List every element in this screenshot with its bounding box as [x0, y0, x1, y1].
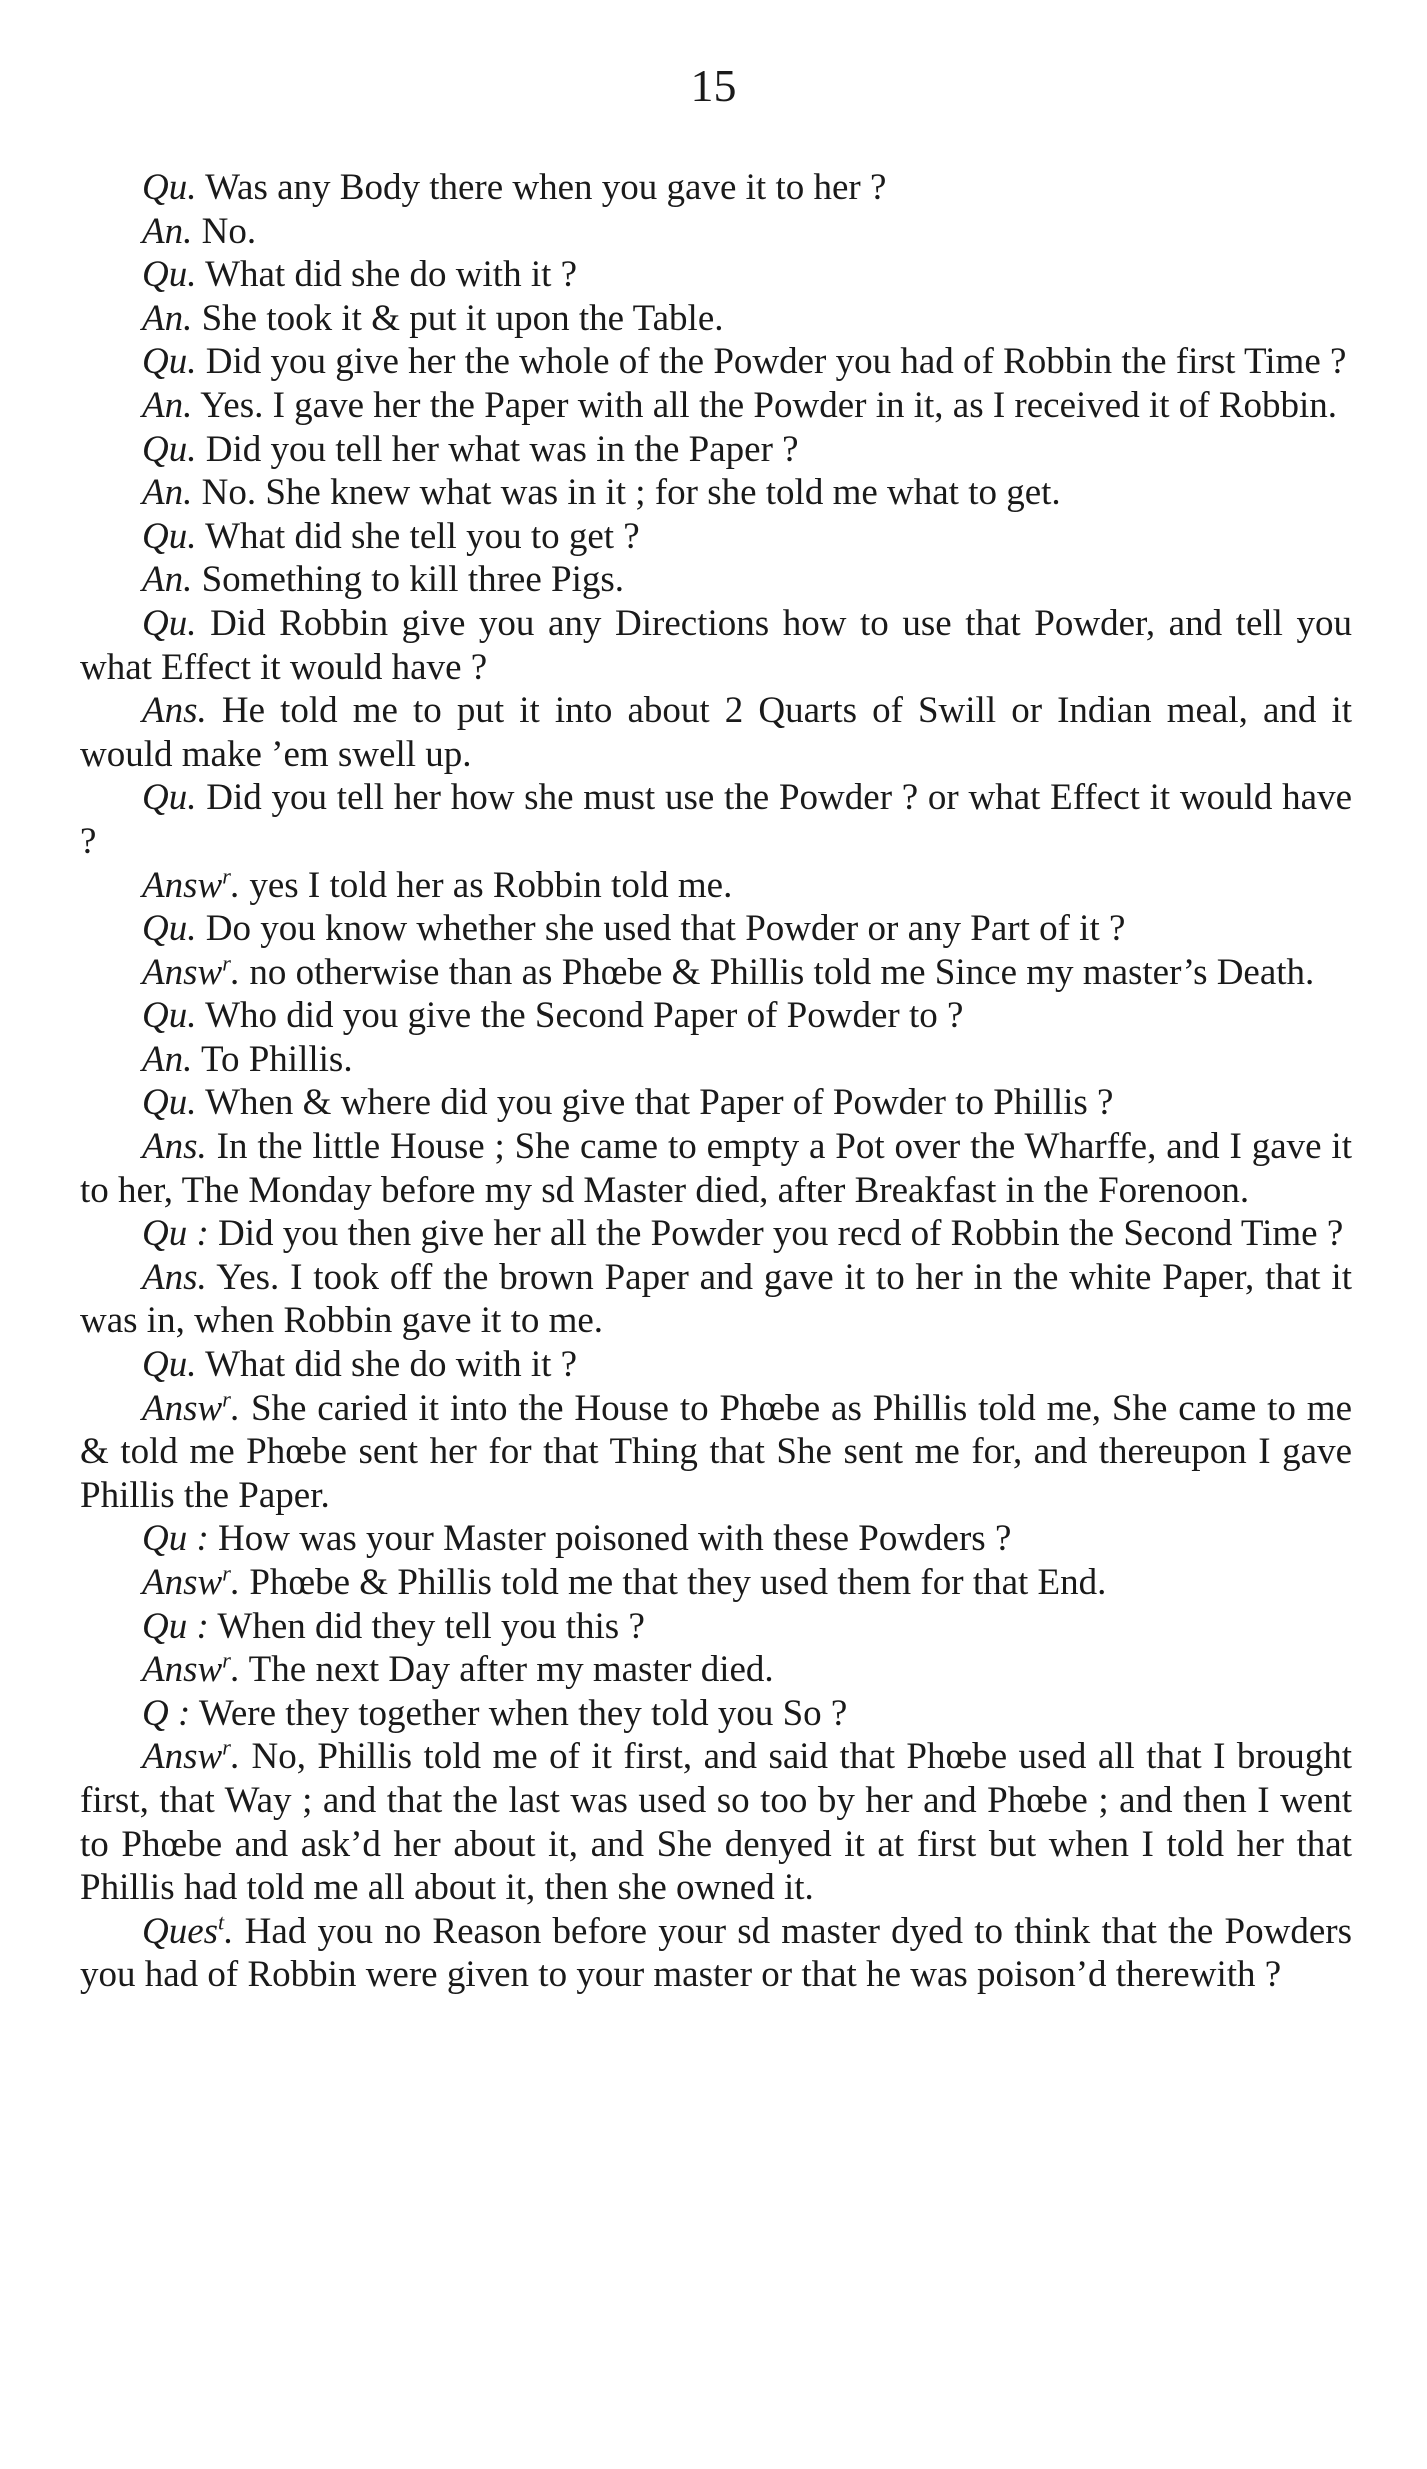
speaker-label	[142, 298, 192, 339]
speaker-label	[142, 167, 196, 208]
entry-text: No, Phillis told me of it first, and said that Phœbe used all that I brought first, that Way ; and that the last was used so too by her and Phœbe ; and then I went to Phœbe and ask’d her about it, and She denyed it at first but when I told her that Phillis had told me all about it, then she owned it.	[80, 1736, 1352, 1909]
speaker-text: An.	[142, 384, 193, 426]
transcript-entry	[80, 297, 1352, 341]
speaker-label	[142, 341, 196, 382]
entry-text: He told me to put it into about 2 Quarts of Swill or Indian meal, and it would make ’em swell up.	[80, 690, 1353, 775]
entry-text: Were they together when they told you So ?	[198, 1692, 848, 1734]
transcript-entry	[80, 864, 1352, 908]
entry-text: When did they tell you this ?	[217, 1605, 645, 1647]
speaker-text: Q :	[142, 1692, 191, 1734]
transcript-entry	[80, 907, 1352, 951]
entry-text: Do you know whether she used that Powder or any Part of it ?	[205, 908, 1126, 950]
speaker-superscript: r	[222, 863, 231, 889]
transcript-entry	[80, 210, 1352, 254]
transcript-entry	[80, 253, 1352, 297]
transcript-entry	[80, 951, 1352, 995]
entry-text: Phœbe & Phillis told me that they used them for that End.	[249, 1562, 1107, 1603]
speaker-text: Qu.	[142, 777, 197, 819]
speaker-text: Ans.	[142, 690, 207, 732]
speaker-text: An.	[142, 297, 193, 339]
speaker-superscript: r	[222, 1647, 231, 1673]
entry-text: Yes. I took off the brown Paper and gave it to her in the white Paper, that it was in, when Robbin gave it to me.	[80, 1256, 1352, 1342]
entry-text: Yes. I gave her the Paper with all the Powder in it, as I received it of Robbin.	[200, 384, 1338, 426]
entry-text: Did you tell her how she must use the Powder ? or what Effect it would have ?	[80, 777, 1353, 862]
transcript-entry	[80, 1343, 1352, 1387]
speaker-label	[142, 1039, 192, 1080]
entry-text: What did she tell you to get ?	[205, 515, 640, 557]
speaker-superscript: t	[218, 1909, 225, 1935]
entry-text: No. She knew what was in it ; for she told me what to get.	[201, 472, 1061, 514]
transcript-entry	[80, 994, 1352, 1038]
speaker-label: Answ$^r$.	[142, 1647, 241, 1691]
speaker-text: Qu.	[142, 1344, 197, 1386]
transcript-entry	[80, 428, 1352, 472]
speaker-text: Answ	[142, 1736, 223, 1778]
entry-text: Did you then give her all the Powder you recd of Robbin the Second Time ?	[218, 1213, 1344, 1255]
transcript-entry	[80, 1692, 1352, 1736]
transcript-entry	[80, 1605, 1352, 1649]
speaker-text: Qu.	[142, 428, 197, 470]
transcript-body	[80, 166, 1352, 1997]
entry-text: No.	[201, 210, 257, 252]
speaker-text: Answ	[142, 951, 223, 993]
speaker-label: Answ$^r$.	[142, 1735, 241, 1778]
speaker-label	[142, 211, 192, 252]
speaker-superscript: r	[222, 1386, 231, 1412]
entry-text: The next Day after my master died.	[248, 1649, 774, 1691]
speaker-label: Answ$^r$.	[142, 950, 241, 993]
entry-text: Was any Body there when you gave it to her ?	[205, 167, 887, 208]
speaker-superscript: r	[222, 1735, 231, 1761]
entry-text: She caried it into the House to Phœbe as Phillis told me, She came to me & told me Phœbe sent her for that Thing that She sent me for, and thereupon I gave Phillis the Paper.	[80, 1387, 1352, 1516]
entry-text: Who did you give the Second Paper of Powder to ?	[205, 995, 964, 1037]
entry-text: What did she do with it ?	[205, 1344, 578, 1386]
speaker-label	[142, 516, 196, 557]
speaker-label	[142, 254, 196, 295]
entry-text: How was your Master poisoned with these Powders ?	[218, 1518, 1012, 1560]
page-number: 15	[690, 60, 737, 111]
transcript-entry	[80, 1387, 1352, 1518]
transcript-entry	[80, 340, 1352, 384]
transcript-entry	[80, 1212, 1352, 1256]
speaker-label	[142, 1126, 207, 1167]
speaker-text: Ans.	[142, 1126, 207, 1168]
speaker-text: Answ	[142, 1562, 223, 1603]
transcript-entry	[80, 776, 1352, 863]
speaker-label	[142, 559, 192, 600]
speaker-label	[142, 603, 196, 644]
transcript-entry	[80, 1561, 1352, 1605]
transcript-entry	[80, 384, 1352, 428]
speaker-label: Answ$^r$.	[142, 863, 241, 906]
speaker-text: Ques	[142, 1910, 219, 1952]
speaker-label: Answ$^r$.	[142, 1560, 241, 1603]
speaker-text: Qu.	[142, 167, 197, 208]
entry-text: no otherwise than as Phœbe & Phillis told me Since my master’s Death.	[249, 951, 1315, 993]
entry-text: What did she do with it ?	[205, 254, 578, 296]
entry-text: To Phillis.	[200, 1038, 353, 1080]
speaker-label	[142, 1082, 196, 1123]
speaker-label	[142, 1344, 196, 1385]
speaker-text: Qu.	[142, 1082, 197, 1124]
entry-text: She took it & put it upon the Table.	[201, 297, 724, 339]
speaker-superscript: r	[222, 950, 231, 976]
speaker-text: Qu.	[142, 908, 197, 950]
transcript-entry	[80, 1038, 1352, 1082]
speaker-label	[142, 472, 192, 513]
entry-text: Did you give her the whole of the Powder you had of Robbin the first Time ?	[205, 341, 1347, 383]
speaker-text: Qu.	[142, 254, 197, 296]
speaker-label	[142, 1693, 190, 1734]
entry-text: In the little House ; She came to empty a Pot over the Wharffe, and I gave it to her, The Monday before my sd Master died, after Breakfast in the Forenoon.	[80, 1126, 1352, 1211]
speaker-label	[142, 385, 192, 426]
transcript-entry	[80, 1910, 1352, 1997]
speaker-text: An.	[142, 472, 193, 514]
speaker-text: An.	[142, 1038, 193, 1080]
transcript-entry	[80, 558, 1352, 602]
speaker-text: Answ	[142, 1649, 223, 1691]
transcript-entry	[80, 689, 1352, 776]
transcript-entry	[80, 1735, 1352, 1909]
transcript-entry	[80, 1125, 1352, 1212]
entry-text: Did Robbin give you any Directions how to use that Powder, and tell you what Effect it would have ?	[80, 602, 1352, 688]
speaker-text: Qu :	[142, 1518, 209, 1560]
speaker-label	[142, 777, 196, 818]
speaker-label	[142, 1518, 209, 1559]
speaker-label	[142, 995, 196, 1036]
speaker-text: Qu :	[142, 1605, 209, 1647]
speaker-label: Answ$^r$.	[142, 1386, 241, 1429]
speaker-text: An.	[142, 210, 193, 252]
speaker-text: Qu.	[142, 602, 197, 644]
transcript-entry	[80, 166, 1352, 210]
speaker-label	[142, 1606, 209, 1647]
speaker-text: Answ	[142, 864, 223, 906]
speaker-label	[142, 690, 207, 731]
speaker-label	[142, 908, 196, 949]
transcript-entry	[80, 515, 1352, 559]
speaker-label	[142, 429, 196, 470]
speaker-text: Ans.	[142, 1256, 207, 1298]
speaker-label	[142, 1213, 209, 1254]
speaker-text: Qu.	[142, 341, 197, 383]
speaker-text: Answ	[142, 1387, 223, 1429]
transcript-entry	[80, 471, 1352, 515]
speaker-text: Qu :	[142, 1213, 209, 1255]
entry-text: Had you no Reason before your sd master dyed to think that the Powders you had of Robbin were given to your master or that he was poison’d therewith ?	[80, 1910, 1352, 1996]
speaker-label	[142, 1257, 207, 1298]
entry-text: When & where did you give that Paper of Powder to Phillis ?	[205, 1082, 1114, 1124]
transcript-entry	[80, 602, 1352, 689]
entry-text: Something to kill three Pigs.	[201, 559, 625, 601]
entry-text: yes I told her as Robbin told me.	[249, 864, 733, 906]
transcript-entry	[80, 1517, 1352, 1561]
entry-text: Did you tell her what was in the Paper ?	[205, 428, 799, 470]
speaker-label: Ques$^t$.	[142, 1909, 234, 1952]
speaker-text: An.	[142, 559, 193, 601]
transcript-entry	[80, 1081, 1352, 1125]
transcript-entry	[80, 1648, 1352, 1692]
transcript-entry	[80, 1256, 1352, 1343]
speaker-superscript: r	[222, 1560, 231, 1586]
speaker-text: Qu.	[142, 995, 197, 1037]
speaker-text: Qu.	[142, 515, 197, 557]
